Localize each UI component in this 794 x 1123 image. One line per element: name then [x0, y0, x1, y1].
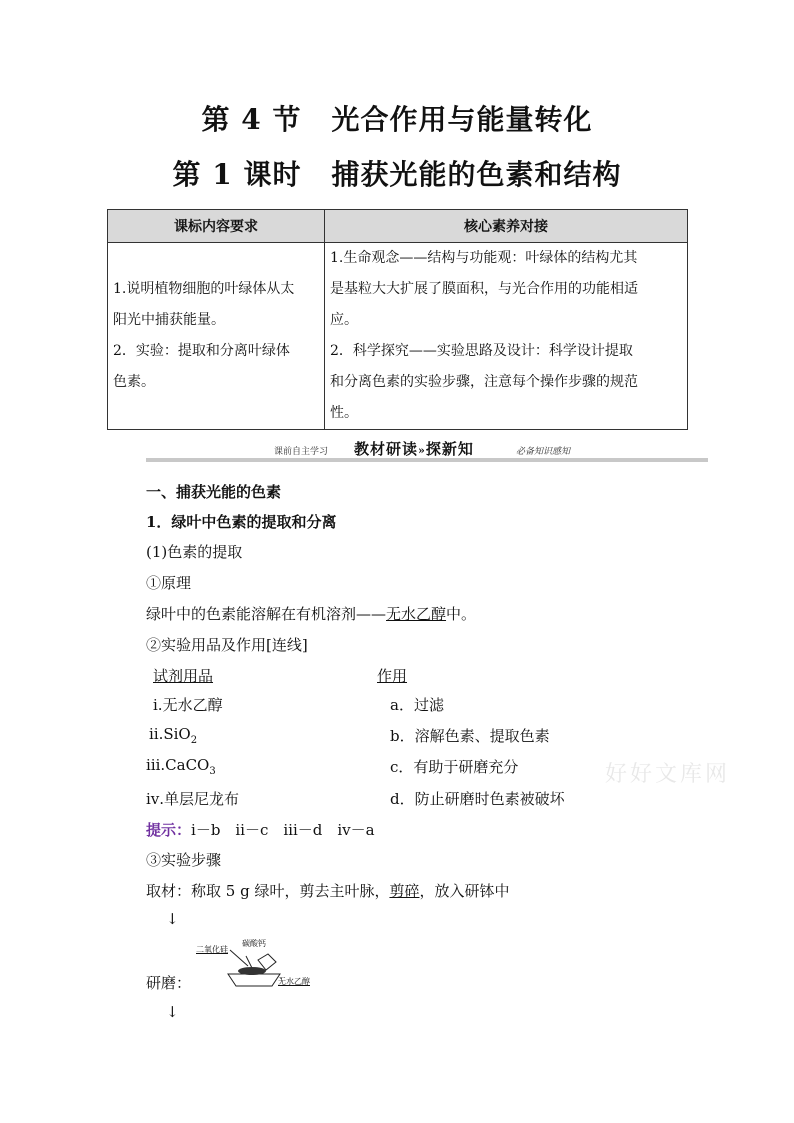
col-function: 作用 — [377, 667, 408, 685]
item-principle: ①原理 — [146, 574, 192, 592]
reagent-4: ⅳ.单层尼龙布 — [146, 790, 240, 808]
step-grinding: 研磨： — [146, 974, 192, 992]
down-arrow-icon: ↓ — [166, 910, 179, 928]
lesson-title: 第 1 课时 捕获光能的色素和结构 — [172, 158, 622, 191]
hint-line: 提示：ⅰ－b ⅱ－c ⅲ－d ⅳ－a — [146, 821, 375, 839]
label-silica: 二氧化硅 — [196, 945, 228, 954]
function-a: a．过滤 — [390, 696, 444, 714]
col-reagent: 试剂用品 — [153, 667, 214, 685]
sub-extraction: (1)色素的提取 — [146, 543, 243, 561]
label-ethanol: 无水乙醇 — [278, 977, 310, 986]
reagent-1: ⅰ.无水乙醇 — [153, 696, 223, 714]
item-materials: ②实验用品及作用[连线] — [146, 636, 308, 654]
col1-header: 课标内容要求 — [108, 210, 325, 243]
section-banner: 课前自主学习 教材研读»探新知 必备知识感知 — [146, 436, 708, 462]
mortar-pestle-icon — [222, 948, 282, 988]
competency-cell: 1.生命观念——结构与功能观：叶绿体的结构尤其 是基粒大大扩展了膜面积，与光合作用的功能相适 应。 2．科学探究——实验思路及设计：科学设计提取 和分离色素的实验步骤，注意每个操作步骤的规范 性。 — [325, 243, 688, 430]
function-b: b．溶解色素、提取色素 — [390, 727, 550, 745]
standards-table — [107, 209, 688, 430]
reagent-3: ⅲ.CaCO$_3$ — [146, 756, 216, 777]
standards-cell: 1.说明植物细胞的叶绿体从太 阳光中捕获能量。 2．实验：提取和分离叶绿体 色素。 — [108, 243, 325, 430]
function-c: c．有助于研磨充分 — [390, 758, 519, 776]
banner-title: 教材研读»探新知 — [354, 440, 474, 458]
mortar-diagram — [196, 938, 320, 990]
section-title: 第 4 节 光合作用与能量转化 — [201, 103, 593, 136]
heading-pigments: 一、捕获光能的色素 — [146, 483, 282, 501]
double-chevron-icon: » — [418, 444, 426, 457]
function-d: d．防止研磨时色素被破坏 — [390, 790, 565, 808]
watermark: 好好文库网 — [605, 762, 731, 787]
step-sampling: 取材：称取 5 g 绿叶，剪去主叶脉，剪碎，放入研钵中 — [146, 882, 510, 900]
col2-header: 核心素养对接 — [325, 210, 688, 243]
item-steps: ③实验步骤 — [146, 851, 222, 869]
heading-extraction: 1．绿叶中色素的提取和分离 — [146, 513, 337, 531]
banner-divider — [146, 458, 708, 462]
reagent-2: ⅱ.SiO$_2$ — [149, 725, 198, 746]
principle-text: 绿叶中的色素能溶解在有机溶剂——无水乙醇中。 — [146, 605, 477, 623]
label-calcium-carbonate: 碳酸钙 — [242, 939, 266, 948]
down-arrow-icon: ↓ — [166, 1003, 179, 1021]
